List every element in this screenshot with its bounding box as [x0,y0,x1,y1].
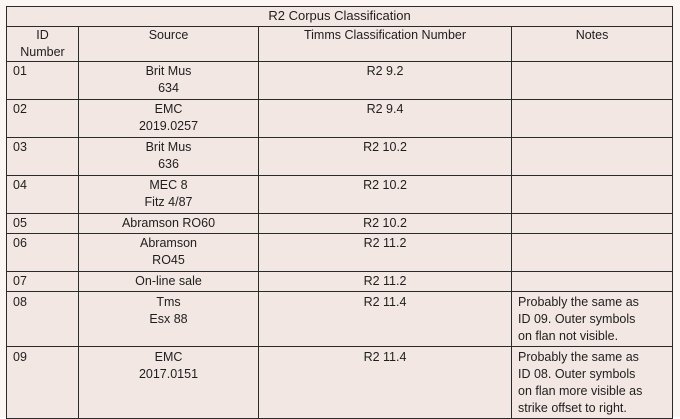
cell-source [79,292,259,347]
source-line: Brit Mus [145,64,192,78]
table-row [7,176,673,214]
table-row [7,347,673,419]
notes-line: strike offset to right. [518,401,627,415]
cell-timms-classification: R2 11.2 [259,234,512,272]
cell-id-number: 03 [7,138,79,176]
source-line: Esx 88 [149,312,188,326]
notes-line: ID 08. Outer symbols [518,367,636,381]
table-row [7,292,673,347]
cell-timms-classification: R2 11.4 [259,292,512,347]
cell-source [79,234,259,272]
cell-id-number: 07 [7,272,79,292]
source-line: 634 [158,81,179,95]
cell-source [79,62,259,100]
cell-source [79,138,259,176]
cell-id-number: 02 [7,100,79,138]
cell-notes [512,347,673,419]
cell-id-number: 09 [7,347,79,419]
source-line: On-line sale [135,274,202,288]
header-timms-classification: Timms Classification Number [259,27,512,62]
table-title: R2 Corpus Classification [7,7,673,27]
source-line: EMC [154,102,183,116]
cell-source [79,347,259,419]
source-line: Abramson RO60 [121,216,216,230]
source-line: 2017.0151 [138,367,199,381]
source-line: Brit Mus [145,140,192,154]
cell-source [79,100,259,138]
notes-line: Probably the same as [518,295,639,309]
cell-id-number: 01 [7,62,79,100]
source-line: Fitz 4/87 [144,195,193,209]
cell-notes [512,234,673,272]
cell-timms-classification: R2 9.2 [259,62,512,100]
cell-notes [512,292,673,347]
cell-notes [512,138,673,176]
cell-timms-classification: R2 9.4 [259,100,512,138]
table-body [7,62,673,419]
notes-line: on flan not visible. [518,329,619,343]
cell-source [79,214,259,234]
corpus-classification-table [6,6,673,419]
source-line: 2019.0257 [138,119,199,133]
cell-timms-classification: R2 11.2 [259,272,512,292]
header-notes: Notes [512,27,673,62]
source-line: MEC 8 [149,178,188,192]
source-line: RO45 [152,253,185,267]
cell-source [79,272,259,292]
notes-line: on flan more visible as [518,384,643,398]
cell-timms-classification: R2 10.2 [259,138,512,176]
cell-id-number: 05 [7,214,79,234]
cell-source [79,176,259,214]
source-line: EMC [154,350,183,364]
notes-line: Probably the same as [518,350,639,364]
header-id-number: ID Number [7,27,79,62]
table-row [7,62,673,100]
cell-notes [512,100,673,138]
notes-line: ID 09. Outer symbols [518,312,636,326]
table-row [7,138,673,176]
source-line: Tms [156,295,181,309]
cell-notes [512,272,673,292]
cell-notes [512,214,673,234]
table-row [7,214,673,234]
table-row [7,234,673,272]
cell-timms-classification: R2 10.2 [259,176,512,214]
cell-id-number: 08 [7,292,79,347]
cell-notes [512,176,673,214]
table-row [7,272,673,292]
cell-timms-classification: R2 10.2 [259,214,512,234]
source-line: Abramson [140,236,197,250]
source-line: 636 [158,157,179,171]
table-row [7,100,673,138]
cell-id-number: 06 [7,234,79,272]
header-source: Source [79,27,259,62]
cell-timms-classification: R2 11.4 [259,347,512,419]
cell-notes [512,62,673,100]
cell-id-number: 04 [7,176,79,214]
